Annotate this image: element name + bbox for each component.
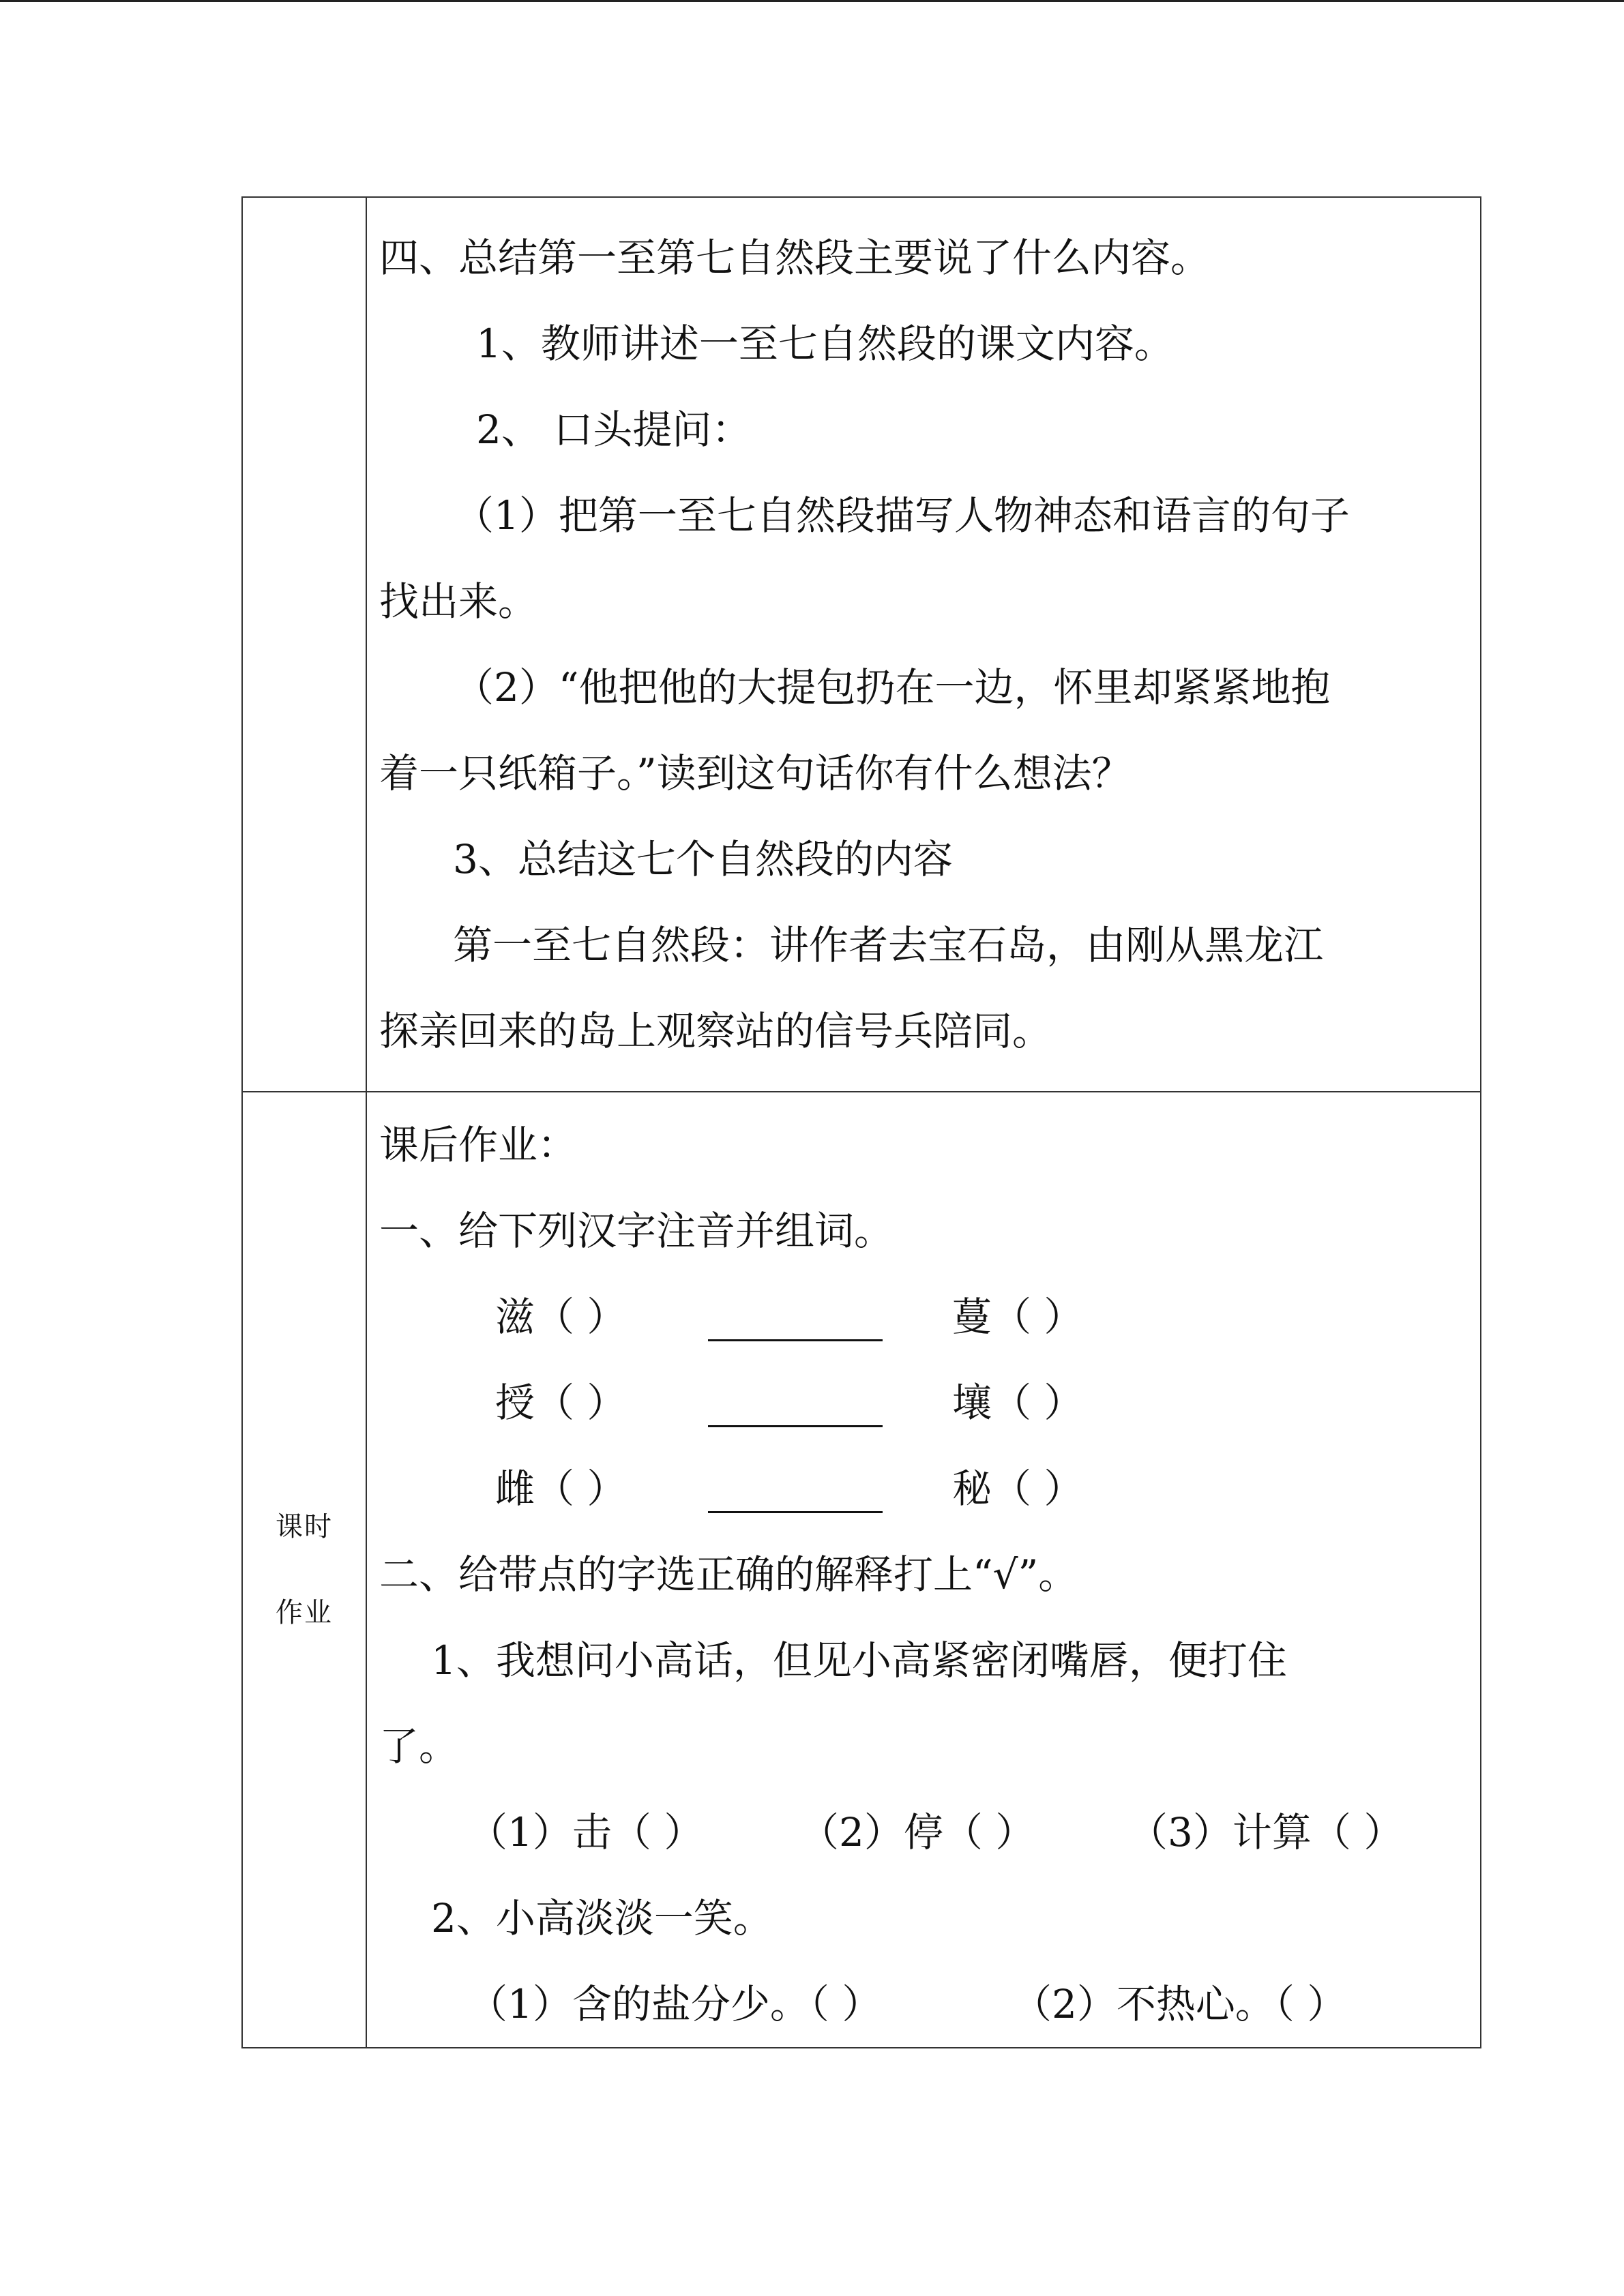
summary-step-2: 2、 口头提问： bbox=[476, 406, 752, 453]
exercise-2-item-2-line: 2、小高淡淡一笑。 bbox=[431, 1895, 773, 1941]
exercise-2-item-2-options bbox=[367, 1961, 1480, 2047]
word-blank-line bbox=[708, 1339, 883, 1341]
option-1: （1）击（ ） bbox=[468, 1809, 704, 1855]
summary-content-cell bbox=[366, 197, 1481, 1092]
pinyin-item-right: 蔓（ ） bbox=[952, 1294, 1084, 1340]
exercise-2-item-1-line-1: 1、我想问小高话，但见小高紧密闭嘴唇，便打住 bbox=[431, 1637, 1287, 1684]
pinyin-item-row bbox=[367, 1360, 1480, 1446]
word-blank-line bbox=[708, 1511, 883, 1513]
pinyin-item-right: 秘（ ） bbox=[952, 1465, 1084, 1512]
exercise-2-title: 二、给带点的字选正确的解释打上“√”。 bbox=[379, 1551, 1078, 1598]
pinyin-item-row bbox=[367, 1446, 1480, 1532]
pinyin-item-left: 授（ ） bbox=[495, 1380, 627, 1426]
homework-content-cell bbox=[366, 1092, 1481, 2048]
summary-conclusion-line-2: 探亲回来的岛上观察站的信号兵陪同。 bbox=[379, 1008, 1052, 1054]
table-row bbox=[242, 1092, 1481, 2048]
pinyin-item-right: 壤（ ） bbox=[952, 1380, 1084, 1426]
question-2-line-2: 着一只纸箱子。”读到这句话你有什么想法？ bbox=[379, 750, 1132, 796]
exercise-1-title: 一、给下列汉字注音并组词。 bbox=[379, 1208, 894, 1254]
option-2: （2）不热心。（ ） bbox=[1012, 1981, 1347, 2027]
word-blank-line bbox=[708, 1425, 883, 1427]
homework-label-line-2: 作业 bbox=[276, 1597, 333, 1628]
page-top-edge bbox=[0, 0, 1624, 2]
lesson-plan-table bbox=[241, 196, 1481, 2048]
homework-label-cell bbox=[242, 1092, 366, 2048]
pinyin-item-left: 雌（ ） bbox=[495, 1465, 627, 1512]
pinyin-item-left: 滋（ ） bbox=[495, 1294, 627, 1340]
question-1-line-1: （1）把第一至七自然段描写人物神态和语言的句子 bbox=[454, 492, 1350, 539]
question-1-line-2: 找出来。 bbox=[379, 578, 538, 625]
option-1: （1）含的盐分少。（ ） bbox=[468, 1981, 882, 2027]
option-2: （2）停（ ） bbox=[799, 1809, 1035, 1855]
summary-step-1: 1、教师讲述一至七自然段的课文内容。 bbox=[476, 320, 1174, 367]
homework-heading: 课后作业： bbox=[379, 1122, 578, 1168]
question-2-line-1: （2）“他把他的大提包扔在一边，怀里却紧紧地抱 bbox=[454, 664, 1331, 711]
summary-step-3: 3、总结这七个自然段的内容 bbox=[453, 836, 953, 882]
summary-heading: 四、总结第一至第七自然段主要说了什么内容。 bbox=[379, 235, 1211, 281]
empty-label-cell bbox=[242, 197, 366, 1092]
option-3: （3）计算（ ） bbox=[1128, 1809, 1404, 1855]
summary-conclusion-line-1: 第一至七自然段：讲作者去宝石岛，由刚从黑龙江 bbox=[453, 922, 1324, 968]
table-row bbox=[242, 197, 1481, 1092]
exercise-2-item-1-line-2: 了。 bbox=[379, 1723, 459, 1770]
homework-label-line-1: 课时 bbox=[276, 1511, 333, 1542]
exercise-2-item-1-options bbox=[367, 1789, 1480, 1875]
pinyin-item-row bbox=[367, 1274, 1480, 1360]
